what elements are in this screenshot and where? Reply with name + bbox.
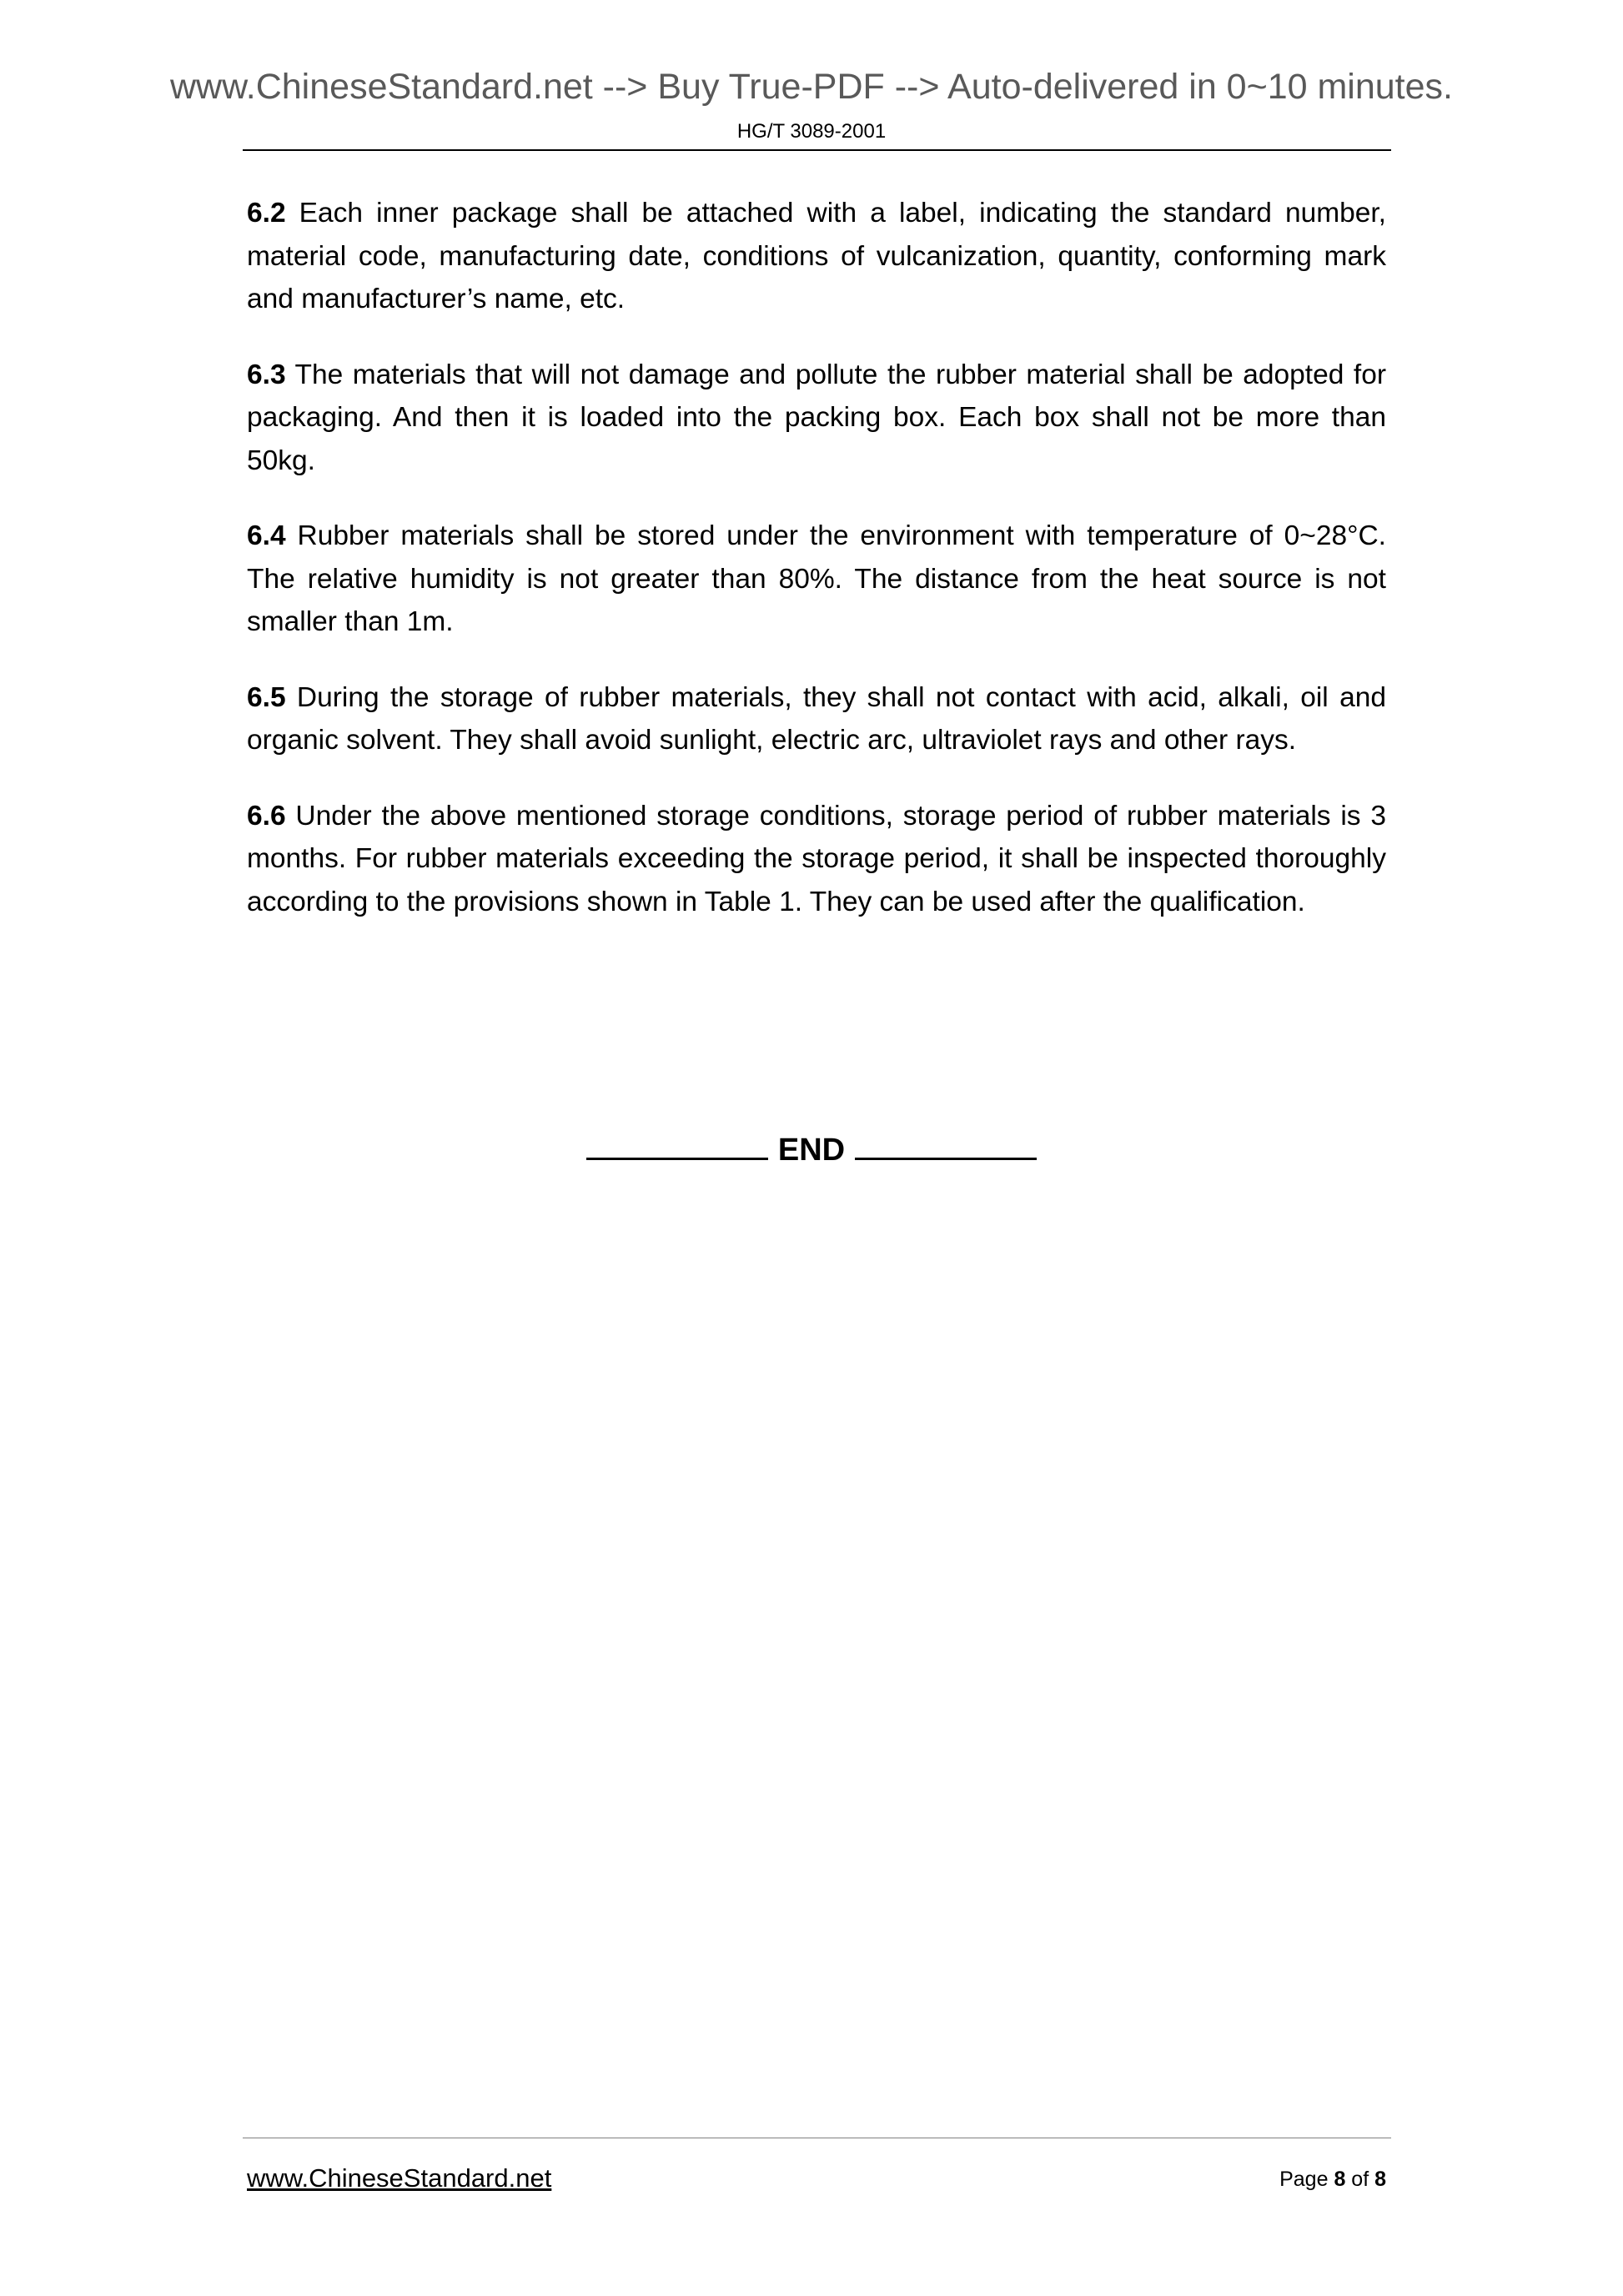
clause-6-6: [247, 795, 1386, 924]
page-prefix: Page: [1279, 2168, 1334, 2191]
clause-number: 6.3: [247, 359, 286, 390]
end-rule-right: [855, 1128, 1037, 1160]
end-label: END: [777, 1133, 846, 1168]
clause-number: 6.5: [247, 681, 286, 713]
clause-number: 6.4: [247, 520, 286, 551]
document-body: [247, 192, 1386, 956]
clause-6-2: [247, 192, 1386, 321]
clause-6-3: [247, 354, 1386, 483]
page-total: 8: [1374, 2168, 1386, 2191]
clause-number: 6.6: [247, 800, 286, 831]
footer-site-link[interactable]: www.ChineseStandard.net: [247, 2163, 552, 2193]
clause-number: 6.2: [247, 198, 286, 229]
clause-6-5: [247, 676, 1386, 762]
clause-text: Each inner package shall be attached with a label, indicating the standard number, material code, manufacturing date, conditions of vulcanization, quantity, conforming mark and manufacturer’s name, etc.: [247, 198, 1386, 314]
clause-text: The materials that will not damage and pollute the rubber material shall be adopted for packaging. And then it is loaded into the packing box. Each box shall not be more than 50kg.: [247, 359, 1386, 476]
page-current: 8: [1334, 2168, 1346, 2191]
clause-text: Under the above mentioned storage conditions, storage period of rubber materials is 3 months. For rubber materials exceeding the storage period, it shall be inspected thoroughly according to the provisions shown in Table 1. They can be used after the qualification.: [247, 800, 1386, 917]
site-banner: www.ChineseStandard.net --> Buy True-PDF --> Auto-delivered in 0~10 minutes.: [169, 67, 1453, 107]
document-code: HG/T 3089-2001: [736, 120, 887, 143]
page-mid: of: [1345, 2168, 1375, 2191]
page-number: [1279, 2166, 1386, 2193]
clause-text: During the storage of rubber materials, they shall not contact with acid, alkali, oil and organic solvent. They shall avoid sunlight, electric arc, ultraviolet rays and other rays.: [247, 681, 1386, 756]
clause-6-4: [247, 515, 1386, 644]
end-rule-left: [586, 1128, 768, 1160]
clause-text: Rubber materials shall be stored under the environment with temperature of 0~28°C. The relative humidity is not greater than 80%. The distance from the heat source is not smaller than 1m.: [247, 520, 1386, 637]
end-marker: [0, 1128, 1623, 1171]
header-divider: [243, 149, 1391, 151]
